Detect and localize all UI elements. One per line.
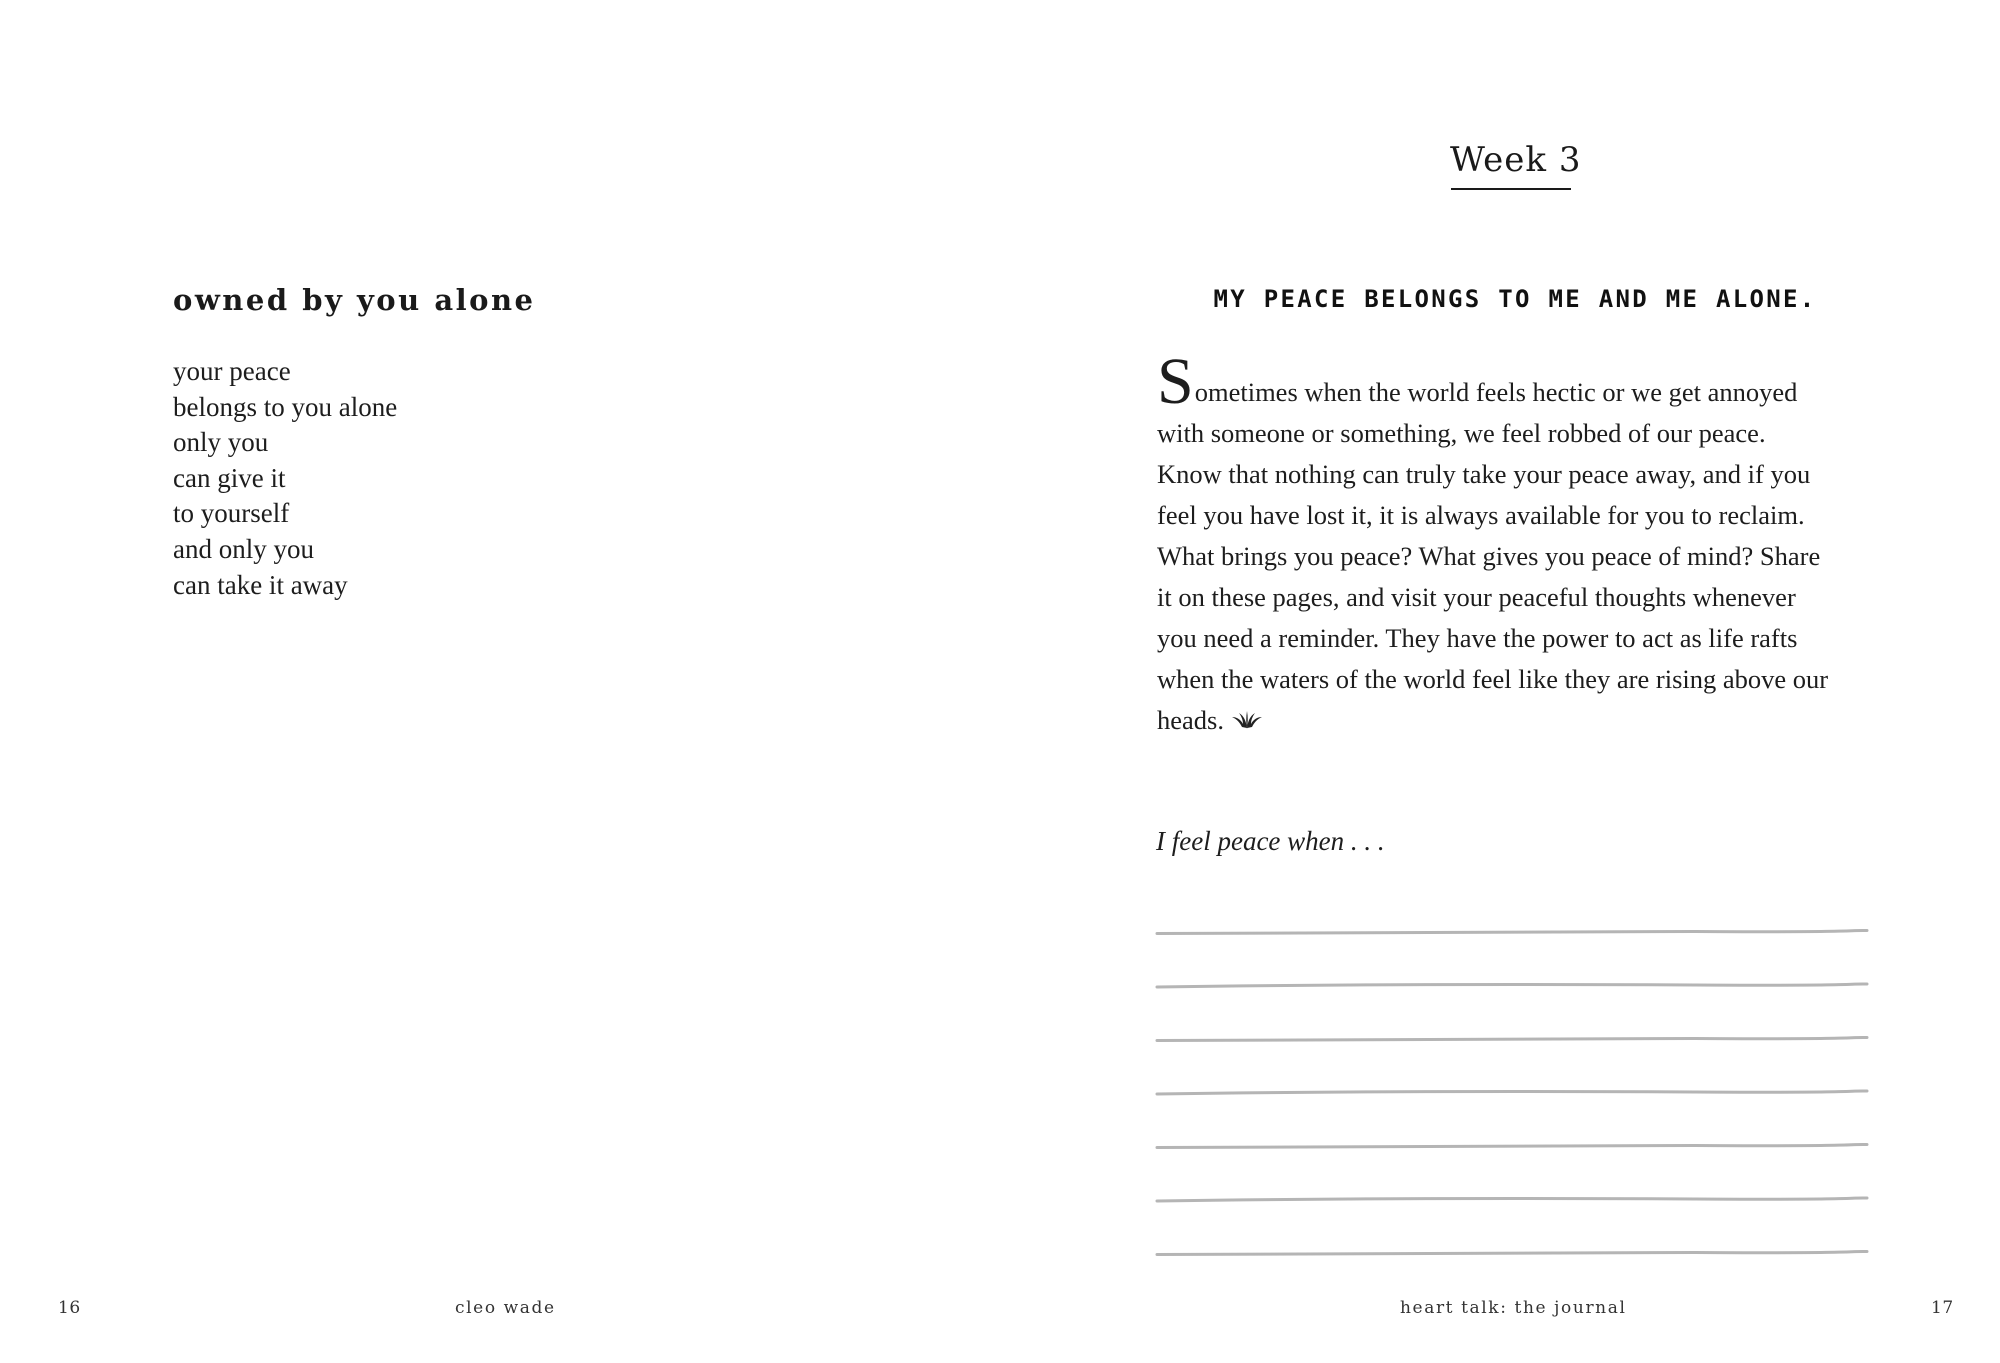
body-line: Know that nothing can truly take your peace away, and if you (1157, 459, 1811, 489)
page-number-left: 16 (58, 1298, 81, 1318)
week-title: Week 3 (1450, 140, 1582, 180)
body-line: What brings you peace? What gives you peace of mind? Share (1157, 541, 1821, 571)
poem (173, 354, 397, 603)
poem-line: and only you (173, 533, 314, 564)
body-line: when the waters of the world feel like they are rising above our (1157, 664, 1829, 694)
poem-line: only you (173, 427, 269, 458)
writing-line[interactable] (1157, 1198, 1867, 1201)
week-title-underline (1451, 188, 1571, 190)
drop-cap: S (1157, 345, 1194, 418)
page-number-right: 17 (1931, 1298, 1954, 1318)
affirmation-heading: MY PEACE BELONGS TO ME AND ME ALONE. (1213, 285, 1817, 313)
footer-book-title: heart talk: the journal (1400, 1298, 1627, 1318)
journal-intro-text (1157, 345, 1877, 743)
footer-author: cleo wade (455, 1298, 556, 1318)
poem-line: your peace (173, 356, 291, 386)
writing-lines[interactable] (1155, 918, 1870, 1258)
body-line: you need a reminder. They have the power to act as life rafts (1157, 623, 1798, 653)
writing-line[interactable] (1157, 1037, 1867, 1040)
writing-line[interactable] (1157, 1091, 1867, 1094)
writing-line[interactable] (1157, 984, 1867, 987)
poem-line: belongs to you alone (173, 391, 398, 422)
body-line: with someone or something, we feel robbed of our peace. (1157, 418, 1766, 448)
fleuron-icon (1230, 702, 1264, 743)
journal-prompt: I feel peace when . . . (1156, 826, 1385, 856)
body-line: feel you have lost it, it is always available for you to reclaim. (1157, 500, 1805, 530)
body-line: it on these pages, and visit your peaceful thoughts whenever (1157, 582, 1796, 612)
writing-line[interactable] (1157, 1251, 1867, 1254)
poem-line: can give it (173, 462, 286, 493)
body-line: Sometimes when the world feels hectic or we get annoyed (1157, 345, 1798, 418)
writing-line[interactable] (1157, 930, 1867, 933)
writing-line[interactable] (1157, 1144, 1867, 1147)
poem-line: can take it away (173, 569, 348, 600)
body-line: heads. (1157, 700, 1877, 743)
poem-title: owned by you alone (173, 283, 536, 317)
poem-line: to yourself (173, 498, 290, 529)
